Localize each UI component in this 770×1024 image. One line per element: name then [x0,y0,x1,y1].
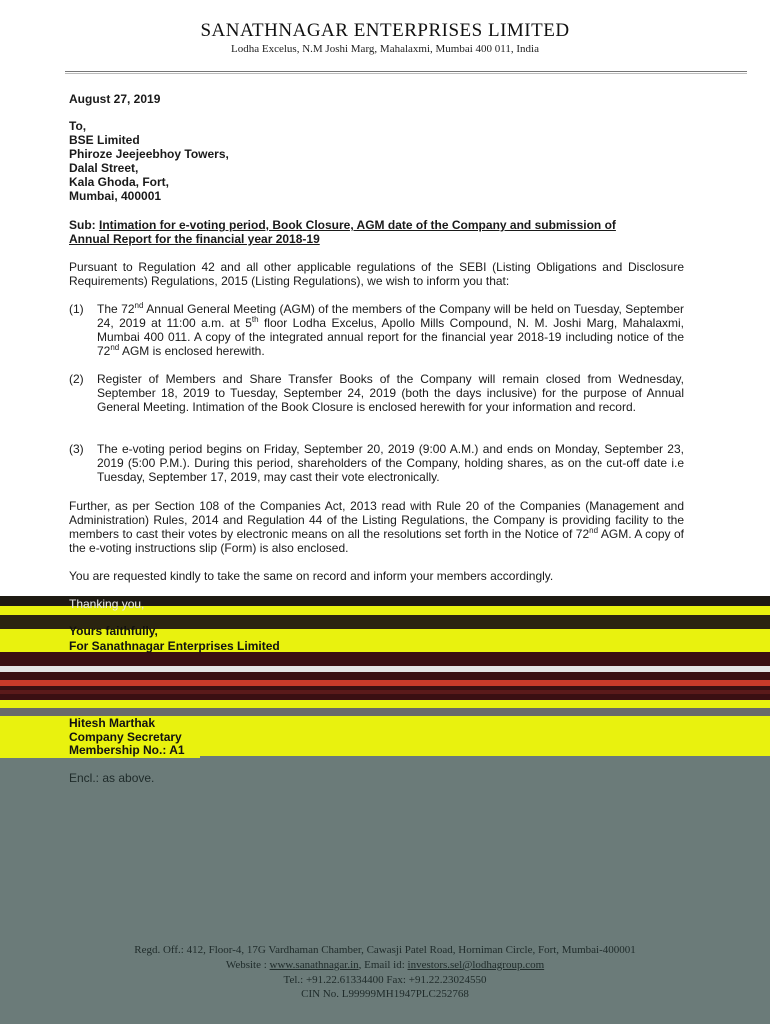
list-item-number: (2) [69,372,84,386]
subject-text-2: Annual Report for the financial year 2018-19 [69,232,320,246]
signatory-name: Hitesh Marthak [69,716,156,730]
list-item-number: (3) [69,442,84,456]
recipient-line: BSE Limited [69,133,140,147]
footer-phone: Tel.: +91.22.61334400 Fax: +91.22.23024550 [283,974,487,986]
list-item-text: The 72nd Annual General Meeting (AGM) of the members of the Company will be held on Tuesday, September 24, 2019 at 11:00 a.m. at 5th floor Lodha Excelus, Apollo Mills Compound, N. M. Joshi Marg, Mahalaxmi, Mumbai 400 011. A copy of the integrated annual report for the financial year 2018-19 including notice of the 72nd AGM is enclosed herewith. [97,301,685,358]
footer-registered-office: Regd. Off.: 412, Floor-4, 17G Vardhaman Chamber, Cawasji Patel Road, Horniman Circle, Fort, Mumbai-400001 [134,944,636,956]
recipient-line: Kala Ghoda, Fort, [69,175,170,189]
recipient-line: Dalal Street, [69,161,139,175]
signatory-membership: Membership No.: A1 [69,743,185,757]
header-divider-shadow [65,73,747,74]
further-paragraph: Further, as per Section 108 of the Companies Act, 2013 read with Rule 20 of the Companies (Management and Administration) Rules, 2014 and Regulation 44 of the Listing Regulations, the Company is providing facility to the members to cast their votes by electronic means on all the resolutions set forth in the Notice of 72nd AGM. A copy of the e-voting instructions slip (Form) is also enclosed. [69,499,684,555]
scan-artifact-grey [0,708,770,716]
recipient-line: Mumbai, 400001 [69,189,162,203]
list-item-text: Register of Members and Share Transfer Books of the Company will remain closed from Wednesday, September 18, 2019 to Tuesday, September 24, 2019 (both the days inclusive) for the purpose of Annual General Meeting. Intimation of the Book Closure is enclosed herewith for your information and record. [97,372,684,414]
list-item-number: (1) [69,302,84,316]
scan-artifact-stripe [0,690,770,694]
recipient-label: To, [69,119,87,133]
intro-paragraph: Pursuant to Regulation 42 and all other applicable regulations of the SEBI (Listing Obligations and Disclosure Requirements) Regulations, 2015 (Listing Regulations), we wish to inform you that: [69,260,684,288]
company-address: Lodha Excelus, N.M Joshi Marg, Mahalaxmi, Mumbai 400 011, India [231,43,539,55]
signatory-title: Company Secretary [69,730,182,744]
scan-artifact-stripe [0,680,770,686]
list-item-text: The e-voting period begins on Friday, September 20, 2019 (9:00 A.M.) and ends on Monday, September 23, 2019 (5:00 P.M.). During this period, shareholders of the Company, holding shares, as on the cut-off date i.e Tuesday, September 17, 2019, may cast their vote electronically. [97,442,684,484]
header-divider [65,71,747,72]
footer-cin: CIN No. L99999MH1947PLC252768 [301,988,469,1000]
closing-thanking: Thanking you, [69,597,145,611]
request-paragraph: You are requested kindly to take the same on record and inform your members accordingly. [69,569,554,583]
enclosure-note: Encl.: as above. [69,771,155,785]
recipient-line: Phiroze Jeejeebhoy Towers, [69,147,229,161]
email-link[interactable]: investors.sel@lodhagroup.com [407,959,545,971]
scan-artifact-stripe [0,666,770,672]
letter-date: August 27, 2019 [69,92,161,106]
closing-yours: Yours faithfully, [69,624,158,638]
footer-contact: Website : www.sanathnagar.in, Email id: investors.sel@lodhagroup.com [225,959,545,971]
company-name: SANATHNAGAR ENTERPRISES LIMITED [200,20,570,41]
website-link[interactable]: www.sanathnagar.in [269,959,359,971]
subject-text-1: Intimation for e-voting period, Book Closure, AGM date of the Company and submission of [99,218,616,232]
closing-company: For Sanathnagar Enterprises Limited [69,639,280,653]
subject-line [69,218,684,246]
subject-prefix: Sub: [69,218,99,232]
